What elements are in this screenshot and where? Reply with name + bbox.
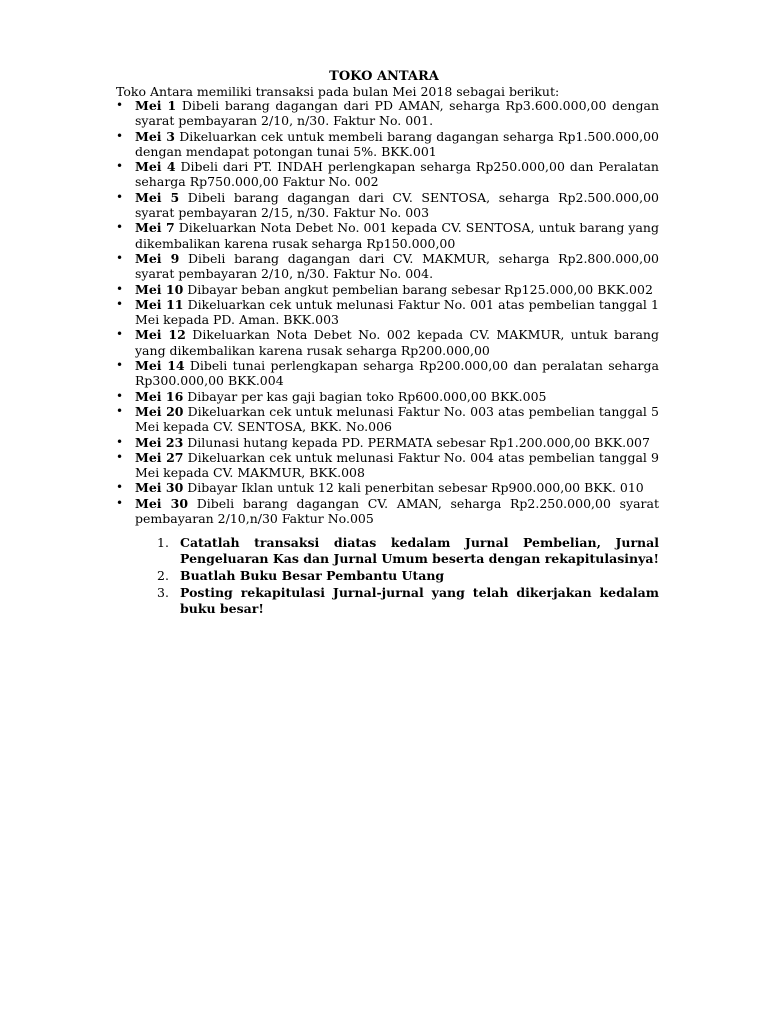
bullet-icon: •: [116, 449, 124, 464]
transaction-text: Dibeli barang dagangan dari PD AMAN, seharga Rp3.600.000,00 dengan syarat pembayaran 2/10, n/30. Faktur No. 001.: [135, 98, 659, 129]
list-item: [116, 480, 659, 496]
intro-text: Toko Antara memiliki transaksi pada bulan Mei 2018 sebagai berikut:: [116, 84, 560, 99]
list-item: [116, 495, 659, 527]
transaction-date: Mei 30: [135, 480, 184, 496]
list-item: [116, 159, 659, 190]
transaction-date: Mei 27: [135, 449, 184, 465]
task-text: Catatlah transaksi diatas kedalam Jurnal Pembelian, Jurnal Pengeluaran Kas dan Jurnal Umum beserta dengan rekapitulasinya!: [180, 535, 659, 566]
transaction-date: Mei 3: [135, 128, 175, 144]
transaction-text: Dibayar Iklan untuk 12 kali penerbitan sebesar Rp900.000,00 BKK. 010: [183, 480, 644, 496]
bullet-icon: •: [116, 388, 124, 403]
bullet-icon: •: [116, 403, 124, 418]
task-list: [157, 535, 659, 618]
bullet-icon: •: [116, 296, 124, 311]
list-item: [116, 189, 659, 221]
task-text: Posting rekapitulasi Jurnal-jurnal yang telah dikerjakan kedalam buku besar!: [180, 585, 659, 616]
transaction-date: Mei 30: [135, 495, 189, 511]
list-item: [116, 358, 659, 389]
transaction-text: Dibeli tunai perlengkapan seharga Rp200.000,00 dan peralatan seharga Rp300.000,00 BKK.004: [135, 358, 659, 389]
bullet-icon: •: [116, 250, 124, 265]
bullet-icon: •: [116, 327, 124, 342]
bullet-icon: •: [116, 128, 124, 143]
transaction-date: Mei 14: [135, 358, 185, 374]
transaction-list: [116, 98, 659, 527]
list-item: [116, 281, 659, 297]
bullet-icon: •: [116, 159, 124, 174]
transaction-text: Dikeluarkan cek untuk membeli barang dagangan seharga Rp1.500.000,00 dengan mendapat potongan tunai 5%. BKK.001: [135, 128, 659, 159]
task-number: 3.: [157, 585, 169, 600]
transaction-text: Dikeluarkan cek untuk melunasi Faktur No. 004 atas pembelian tanggal 9 Mei kepada CV. MAKMUR, BKK.008: [135, 449, 659, 481]
list-item: [116, 449, 659, 481]
bullet-icon: •: [116, 220, 124, 235]
task-number: 2.: [157, 568, 169, 583]
transaction-date: Mei 4: [135, 159, 176, 175]
list-item: [116, 98, 659, 129]
bullet-icon: •: [116, 434, 124, 449]
transaction-date: Mei 5: [135, 189, 180, 205]
transaction-text: Dikeluarkan cek untuk melunasi Faktur No. 003 atas pembelian tanggal 5 Mei kepada CV. SENTOSA, BKK. No.006: [135, 403, 659, 435]
task-item: [157, 568, 659, 584]
transaction-text: Dibeli barang dagangan dari CV. MAKMUR, seharga Rp2.800.000,00 syarat pembayaran 2/10, n/30. Faktur No. 004.: [135, 250, 659, 282]
bullet-icon: •: [116, 495, 124, 510]
list-item: [116, 434, 659, 450]
transaction-text: Dibayar beban angkut pembelian barang sebesar Rp125.000,00 BKK.002: [183, 281, 653, 297]
list-item: [116, 220, 659, 251]
transaction-text: Dibayar per kas gaji bagian toko Rp600.000,00 BKK.005: [183, 388, 547, 404]
transaction-date: Mei 9: [135, 250, 180, 266]
transaction-text: Dibeli barang dagangan CV. AMAN, seharga Rp2.250.000,00 syarat pembayaran 2/10,n/30 Faktur No.005: [135, 495, 659, 527]
transaction-date: Mei 16: [135, 388, 184, 404]
task-number: 1.: [157, 535, 169, 550]
transaction-date: Mei 7: [135, 220, 175, 236]
bullet-icon: •: [116, 358, 124, 373]
transaction-date: Mei 23: [135, 434, 184, 450]
transaction-date: Mei 12: [135, 327, 186, 343]
list-item: [116, 327, 659, 358]
bullet-icon: •: [116, 189, 124, 204]
list-item: [116, 388, 659, 404]
bullet-icon: •: [116, 281, 124, 296]
transaction-date: Mei 11: [135, 296, 184, 312]
transaction-text: Dibeli dari PT. INDAH perlengkapan seharga Rp250.000,00 dan Peralatan seharga Rp750.000,00 Faktur No. 002: [135, 159, 659, 190]
list-item: [116, 128, 659, 160]
document-title: TOKO ANTARA: [329, 69, 439, 84]
task-item: [157, 535, 659, 567]
list-item: [116, 403, 659, 435]
transaction-date: Mei 20: [135, 403, 184, 419]
transaction-text: Dilunasi hutang kepada PD. PERMATA sebesar Rp1.200.000,00 BKK.007: [183, 434, 650, 450]
bullet-icon: •: [116, 98, 124, 112]
transaction-text: Dikeluarkan Nota Debet No. 001 kepada CV. SENTOSA, untuk barang yang dikembalikan karena rusak seharga Rp150.000,00: [135, 220, 659, 251]
list-item: [116, 250, 659, 282]
transaction-text: Dibeli barang dagangan dari CV. SENTOSA, seharga Rp2.500.000,00 syarat pembayaran 2/15, n/30. Faktur No. 003: [135, 189, 659, 221]
transaction-text: Dikeluarkan Nota Debet No. 002 kepada CV. MAKMUR, untuk barang yang dikembalikan karena rusak seharga Rp200.000,00: [135, 327, 659, 358]
task-item: [157, 585, 659, 617]
task-text: Buatlah Buku Besar Pembantu Utang: [180, 568, 445, 583]
list-item: [116, 296, 659, 328]
transaction-date: Mei 10: [135, 281, 184, 297]
bullet-icon: •: [116, 480, 124, 495]
transaction-date: Mei 1: [135, 98, 177, 113]
transaction-text: Dikeluarkan cek untuk melunasi Faktur No. 001 atas pembelian tanggal 1 Mei kepada PD. Aman. BKK.003: [135, 296, 659, 328]
